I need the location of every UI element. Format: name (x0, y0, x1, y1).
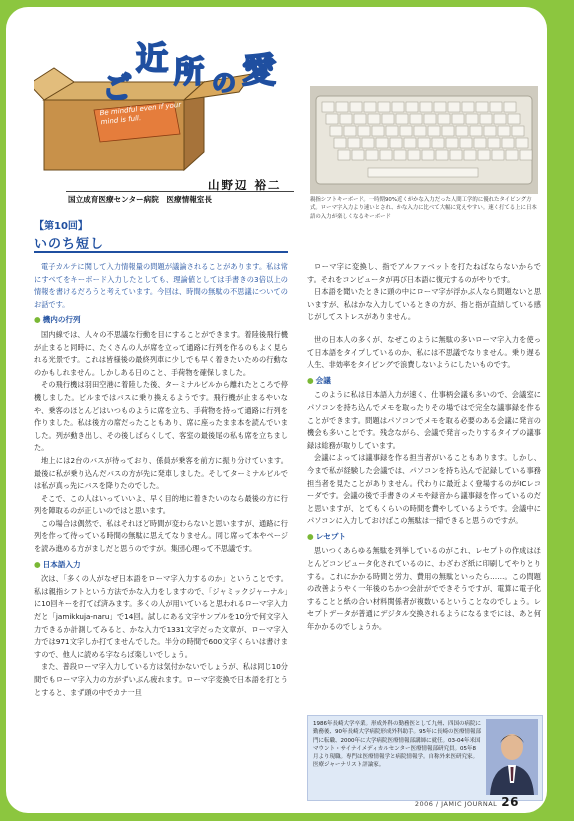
keyboard-key (484, 126, 496, 136)
keyboard-image (310, 86, 538, 194)
bullet-icon: ● (34, 559, 41, 569)
section-heading: ● 機内の行列 (34, 315, 81, 325)
author-portrait (486, 719, 538, 795)
keyboard-key (386, 126, 398, 136)
body-paragraph: 日本語を聞いたときに頭の中にローマ字が浮かぶ人なら問題ないと思いますが、私はかな入力しているときの方が、指と指が直結している感じがしてストレスがありません。 (307, 287, 541, 322)
keyboard-key (446, 138, 458, 148)
body-paragraph: そこで、この人はいっていいよ、早く目的地に着きたいのなら最後の方に行列を陣取るのが正しいのではと思います。 (34, 493, 288, 516)
series-header (34, 217, 288, 255)
keyboard-key (408, 150, 420, 160)
page-number: 26 (501, 795, 519, 809)
header-divider (66, 191, 294, 192)
keyboard-key (338, 150, 350, 160)
body-paragraph: ローマ字に変換し、指でアルファベットを打たねばならないからです。それをコンピュータが再び日本語に復元するのがやりです。 (307, 262, 541, 284)
keyboard-key (480, 114, 492, 124)
section-heading: ● レセプト (307, 531, 347, 541)
keyboard-key (464, 150, 476, 160)
keyboard-key (504, 102, 516, 112)
keyboard-photo (310, 86, 538, 194)
keyboard-key (364, 102, 376, 112)
bullet-icon: ● (307, 531, 314, 541)
left-column (34, 261, 288, 809)
keyboard-key (420, 102, 432, 112)
keyboard-key (368, 114, 380, 124)
keyboard-key (322, 102, 334, 112)
keyboard-key (502, 138, 514, 148)
section-heading: ● 日本語入力 (34, 559, 81, 569)
keyboard-key (470, 126, 482, 136)
keyboard-key (462, 102, 474, 112)
body-paragraph: 世の日本人の多くが、なぜこのように無駄の多いローマ字入力を使って日本語をタイプしているのか、私には不思議でなりません。乗り遅る人生、非効率をタイピングで浪費しないようにしたいものです。 (307, 334, 541, 370)
author-bio-box (307, 715, 543, 801)
keyboard-key (478, 150, 490, 160)
title-underline (34, 251, 288, 253)
title-char-2: 近 (136, 39, 169, 77)
keyboard-key (516, 138, 528, 148)
keyboard-key (456, 126, 468, 136)
keyboard-key (340, 114, 352, 124)
keyboard-key (348, 138, 360, 148)
keyboard-key (362, 138, 374, 148)
keyboard-key (358, 126, 370, 136)
keyboard-key (410, 114, 422, 124)
keyboard-key (490, 102, 502, 112)
right-column (307, 261, 541, 711)
author-bio-text: 1986年長崎大学卒業。形成外科の勤務医として九州、四国の病院に勤務後、90年長崎大学病院形成外科助手。95年に長崎の医療情報部門に転職、2000年に大学病院医療情報部講師に就任。03-04年米国マウント・サイナイメディカルセンター医療情報部研究員。05年8月より現職。専門は医療情報学と病院情報学。自称外来医研究家。医療ジャーナリスト評論家。 (313, 721, 481, 769)
keyboard-key (344, 126, 356, 136)
keyboard-key (492, 150, 504, 160)
keyboard-key (512, 126, 524, 136)
keyboard-key (436, 150, 448, 160)
keyboard-key (438, 114, 450, 124)
keyboard-key (418, 138, 430, 148)
portrait-image (486, 719, 538, 795)
keyboard-key (406, 102, 418, 112)
title-char-1: ご (102, 71, 132, 106)
keyboard-key (432, 138, 444, 148)
keyboard-key (520, 150, 532, 160)
keyboard-key (378, 102, 390, 112)
keyboard-key (330, 126, 342, 136)
keyboard-key (448, 102, 460, 112)
article-title: いのち短し (34, 237, 105, 252)
keyboard-key (466, 114, 478, 124)
body-paragraph: この場合は偶然で、私はそれほど時間が変わらないと思いますが、通路に行列を作って待っている時間の無駄に思えてなりません。同じ席って本やページを読み進める方がましだと思うのですが。集団心理って不思議です。 (34, 518, 288, 554)
keyboard-key (450, 150, 462, 160)
article-sheet (6, 7, 547, 813)
keyboard-key (488, 138, 500, 148)
keyboard-key (382, 114, 394, 124)
page-footer (415, 795, 519, 809)
keyboard-key (336, 102, 348, 112)
keyboard-key (506, 150, 518, 160)
body-paragraph: その飛行機は羽田空港に着陸した後、ターミナルビルから離れたところで停機しました。ビルまではバスに乗り換えるようです。飛行機が止まるやいなや、乗客のほとんどはいつものように席を立ち、手荷物を持って通路に行列を作りました。私は後方の席だったこともあり、席に座ったまま本を読んでいました。列が動き出し、その後しばらくして、客室の最後尾の私も席を立ちました。 (34, 380, 288, 453)
keyboard-key (334, 138, 346, 148)
keyboard-key (414, 126, 426, 136)
keyboard-key (326, 114, 338, 124)
keyboard-key (494, 114, 506, 124)
title-char-4: の (212, 69, 236, 97)
keyboard-key (394, 150, 406, 160)
keyboard-key (372, 126, 384, 136)
keyboard-key (460, 138, 472, 148)
keyboard-key (434, 102, 446, 112)
keyboard-key (396, 114, 408, 124)
keyboard-key (424, 114, 436, 124)
body-paragraph: 次は、「多くの人がなぜ日本語をローマ字入力するのか」ということです。私は親指シフトという方法でかな入力をしますので、「ジャミックジャーナル」に10回キーを打てば済みます。多くの人が用いていると思われるローマ字入力だと「jamikkuja-naru」で14回。試しにある文字サンプルを10分で何文字入力できるか計測してみると、かな入力で1331文字だった文章が、ローマ字入力では971文字しか打てませんでした。半分の時間で600文字くらいは書けますので、他人に読める字ならば楽しいでしょう。 (34, 574, 288, 659)
body-paragraph: 地上には2台のバスが待っており、係員が乗客を前方に振り分けています。最後に私が乗り込んだバスの方が先に発車しました。そしてターミナルビルでは私が真っ先にバスを降りたのでした。 (34, 455, 288, 491)
title-char-3: 所 (174, 55, 204, 90)
section-heading: ● 会議 (307, 375, 331, 385)
body-paragraph: このように私は日本語入力が速く、仕事柄会議も多いので、会議室にパソコンを持ち込んでメモを取ったりその場ではで完全な議事録を作ることができます。問題はパソコンでメモを取る必要のある会議に発言の機会も多いことです。残念ながら、会議で発言ったりするタイプの議事録は総務が取りしています。 (307, 390, 541, 450)
keyboard-key (474, 138, 486, 148)
keyboard-key (422, 150, 434, 160)
keyboard-key (404, 138, 416, 148)
keyboard-key (452, 114, 464, 124)
keyboard-key (366, 150, 378, 160)
body-paragraph: 国内線では、人々の不思議な行動を目にすることができます。着陸後飛行機が止まると同時に、たくさんの人が席を立って通路に行列を作るのもよく見られる光景です。これは皆様後の最終列車に少しでも早く着きたいための行動なのかもしれません。しかしある日のこと、手荷物を確保しました。 (34, 329, 288, 377)
photo-caption: 親指シフトキーボード。一時期90%近くがかな入力だった人間工学的に優れたタイピング方式。ローマ字入力より速いとされ、かな入力に比べて大幅に覚えやすい。速く打てる上に日本語の入力が楽しくなるキーボード (310, 197, 537, 220)
body-paragraph: また、普段ローマ字入力している方は気付かないでしょうが、私は同じ10分間でもローマ字入力の方がずいぶん疲れます。ローマ字変換で日本語を打とうとすると、まず頭の中でカナ一旦 (34, 662, 288, 697)
keyboard-key (508, 114, 520, 124)
bullet-icon: ● (34, 315, 41, 325)
body-paragraph: 会議によっては議事録を作る担当者がいることもあります。しかし、今まで私が経験した会議では、パソコンを持ち込んで記録している事務担当者を見たことがありません。代わりに最近よく登場するのがICレコーダです。会議の後で手書きのメモや録音から議事録を作っているのだと思いますが、とてもくらいの時間を費やしているようです。会議中にパソコンに入力しておけばこの無駄は一掃できると思うのですが。 (307, 453, 541, 526)
author-name: 山野辺 裕二 (208, 178, 282, 192)
keyboard-key (352, 150, 364, 160)
column-title-logo (92, 23, 292, 106)
keyboard-key (376, 138, 388, 148)
bullet-icon: ● (307, 375, 314, 385)
keyboard-key (390, 138, 402, 148)
keyboard-key (476, 102, 488, 112)
title-char-5: 愛 (242, 51, 276, 91)
keyboard-key (350, 102, 362, 112)
keyboard-key (380, 150, 392, 160)
paragraph-spacer (307, 324, 541, 334)
series-number: 【第10回】 (34, 221, 88, 232)
keyboard-key (428, 126, 440, 136)
body-paragraph: 思いつくあらゆる無駄を列挙しているのがこれ、レセプトの作成はほとんどコンピュータ化されているのに、わざわざ紙に印刷してやりとりする。これにかかる時間と労力、費用の無駄といったら……。この問題の改善ようやく一年後のちかつ会計がでできそうですが、電算に電子化することと紙の合い材料関係者が複数いるということなのでしょう。レセプトデータが普通にデジタル交換されるようになるまでには、あと何年かかるのでしょうか。 (307, 546, 541, 632)
keyboard-key (400, 126, 412, 136)
author-affiliation: 国立成育医療センター病院 医療情報室長 (68, 195, 212, 204)
box-tape-text: Be mindful even if your mind is full. (99, 100, 182, 127)
keyboard-key (498, 126, 510, 136)
keyboard-key (392, 102, 404, 112)
keyboard-key (442, 126, 454, 136)
keyboard-key (354, 114, 366, 124)
lead-paragraph: 電子カルテに関して入力情報量の問題が議論されることがあります。私は常にすべてをキーボード入力したとしても、理論値としては手書きの3倍以上の情報を書けるだろうと考えています。今回は、時間の無駄の不思議についてのお話です。 (34, 262, 288, 309)
journal-name: 2006 / JAMIC JOURNAL (414, 800, 498, 808)
